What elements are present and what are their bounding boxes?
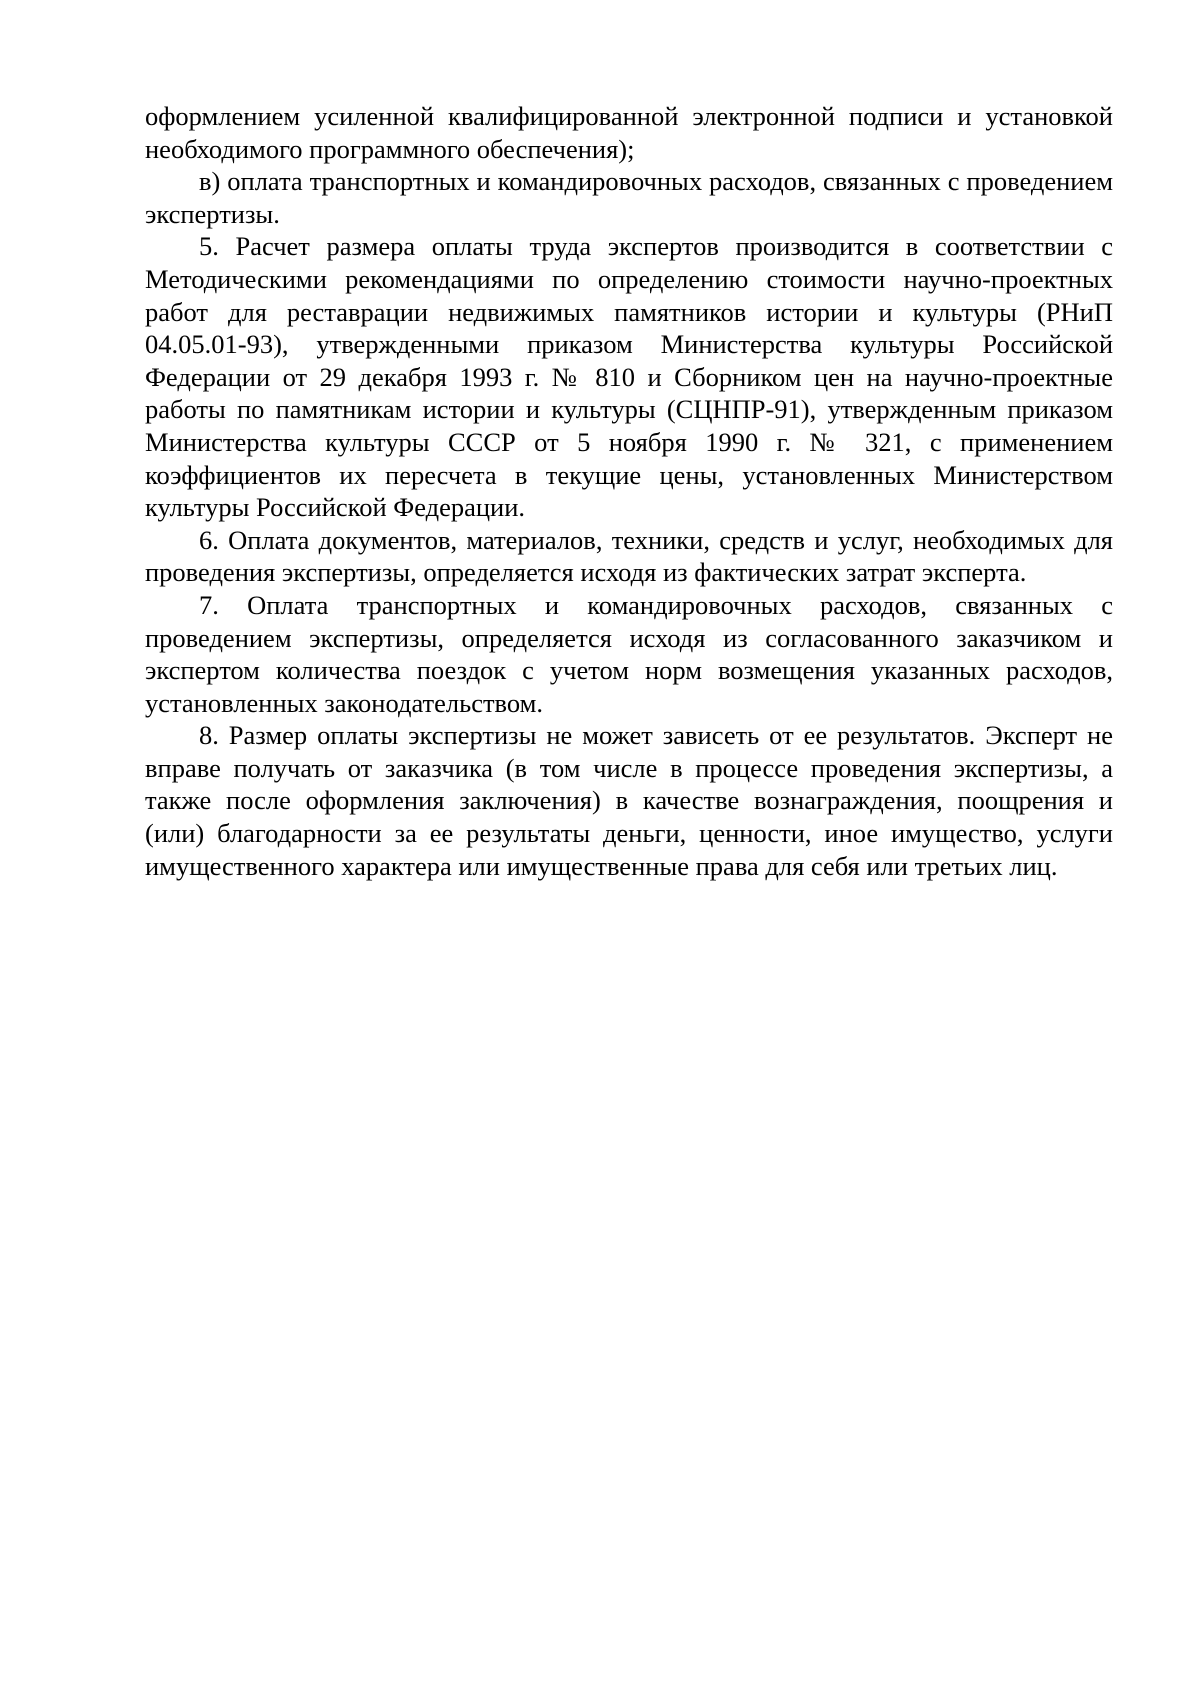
paragraph-8: 8. Размер оплаты экспертизы не может зависеть от ее результатов. Эксперт не вправе получать от заказчика (в том числе в процессе проведения экспертизы, а также после оформления заключения) в качестве вознаграждения, поощрения и (или) благодарности за ее результаты деньги, ценности, иное имущество, услуги имущественного характера или имущественные права для себя или третьих лиц. — [145, 720, 1113, 881]
paragraph-6: 6. Оплата документов, материалов, техники, средств и услуг, необходимых для проведения экспертизы, определяется исходя из фактических затрат эксперта. — [145, 524, 1113, 588]
paragraph-item-v: в) оплата транспортных и командировочных расходов, связанных с проведением экспертизы. — [145, 166, 1113, 229]
document-body — [145, 100, 1113, 882]
paragraph-7: 7. Оплата транспортных и командировочных расходов, связанных с проведением экспертизы, определяется исходя из согласованного заказчиком и экспертом количества поездок с учетом норм возмещения указанных расходов, установленных законодательством. — [145, 589, 1113, 718]
paragraph-continuation: оформлением усиленной квалифицированной электронной подписи и установкой необходимого программного обеспечения); — [145, 101, 1113, 164]
paragraph-5: 5. Расчет размера оплаты труда экспертов производится в соответствии с Методическими рекомендациями по определению стоимости научно-проектных работ для реставрации недвижимых памятников истории и культуры (РНиП 04.05.01-93), утвержденными приказом Министерства культуры Российской Федерации от 29 декабря 1993 г. № 810 и Сборником цен на научно-проектные работы по памятникам истории и культуры (СЦНПР-91), утвержденным приказом Министерства культуры СССР от 5 ноября 1990 г. № 321, с применением коэффициентов их пересчета в текущие цены, установленных Министерством культуры Российской Федерации. — [145, 231, 1113, 523]
